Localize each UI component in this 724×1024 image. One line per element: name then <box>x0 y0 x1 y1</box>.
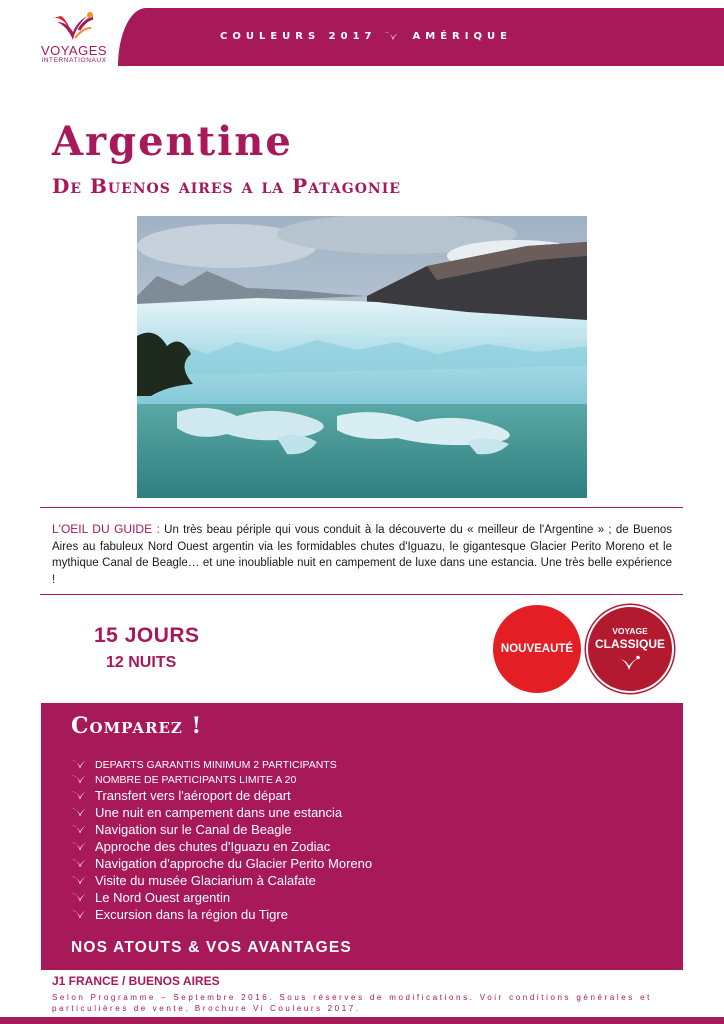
list-item: Transfert vers l'aéroport de départ <box>71 787 372 804</box>
list-item: Approche des chutes d'Iguazu en Zodiac <box>71 838 372 855</box>
duration-nights: 12 NUITS <box>106 654 177 671</box>
header-collection <box>220 30 512 42</box>
page-subtitle: De Buenos aires a la Patagonie <box>52 174 401 198</box>
guide-text: Un très beau périple qui vous conduit à la découverte du « meilleur de l'Argentine » ; de Buenos Aires au fabuleux Nord Ouest argentin via les formidables chutes d'Iguazu, le gigantesque Glacier Perito Moreno et le mythique Canal de Beagle… et une inoubliable nuit en campement de luxe dans une estancia. Une très belle expérience ! <box>52 524 672 586</box>
assets-heading: NOS ATOUTS & VOS AVANTAGES <box>71 939 352 956</box>
list-item: Excursion dans la région du Tigre <box>71 906 372 923</box>
itinerary-day1: J1 FRANCE / BUENOS AIRES <box>52 974 220 988</box>
collection-label: COULEURS 2017 <box>220 30 377 42</box>
list-item: NOMBRE DE PARTICIPANTS LIMITE A 20 <box>71 772 372 787</box>
swoosh-icon <box>383 30 401 42</box>
swoosh-icon <box>71 807 87 818</box>
swoosh-icon <box>71 759 87 770</box>
nouveaute-badge <box>493 605 581 693</box>
divider-top <box>40 507 683 508</box>
list-item: Visite du musée Glaciarium à Calafate <box>71 872 372 889</box>
classic-line1: VOYAGE <box>612 626 648 636</box>
brand-subtitle: INTERNATIONAUX <box>41 57 107 64</box>
region-label: AMÉRIQUE <box>412 30 512 42</box>
swoosh-icon <box>71 790 87 801</box>
nouveaute-label: NOUVEAUTÉ <box>500 643 574 655</box>
list-item: DEPARTS GARANTIS MINIMUM 2 PARTICIPANTS <box>71 757 372 772</box>
list-item: Le Nord Ouest argentin <box>71 889 372 906</box>
duration-days: 15 JOURS <box>94 624 200 647</box>
bottom-bar <box>0 1017 724 1024</box>
swoosh-icon <box>71 875 87 886</box>
swoosh-icon <box>71 909 87 920</box>
glacier-photo <box>137 216 587 498</box>
footer-note: Selon Programme – Septembre 2016. Sous réserves de modifications. Voir conditions générales et particulières de vente. Brochure Vi Couleurs 2017. <box>52 993 652 1013</box>
guide-label: L'OEIL DU GUIDE : <box>52 522 160 536</box>
swoosh-icon <box>71 824 87 835</box>
brand-name: VOYAGES <box>40 43 108 58</box>
guide-paragraph <box>52 521 672 588</box>
compare-section <box>41 703 683 970</box>
list-item: Une nuit en campement dans une estancia <box>71 804 372 821</box>
voyage-classique-badge <box>586 605 674 693</box>
list-item: Navigation d'approche du Glacier Perito Moreno <box>71 855 372 872</box>
vi-logo-icon <box>49 10 99 42</box>
feature-list <box>71 757 372 923</box>
swoosh-icon <box>71 892 87 903</box>
swoosh-icon <box>71 858 87 869</box>
classic-line2: CLASSIQUE <box>594 637 665 651</box>
divider-bottom <box>40 594 683 595</box>
vi-logo-icon <box>618 655 642 671</box>
swoosh-icon <box>71 774 87 785</box>
list-item: Navigation sur le Canal de Beagle <box>71 821 372 838</box>
page-title: Argentine <box>52 118 293 165</box>
swoosh-icon <box>71 841 87 852</box>
brand-logo[interactable] <box>24 10 124 70</box>
compare-title: Comparez ! <box>71 713 203 739</box>
